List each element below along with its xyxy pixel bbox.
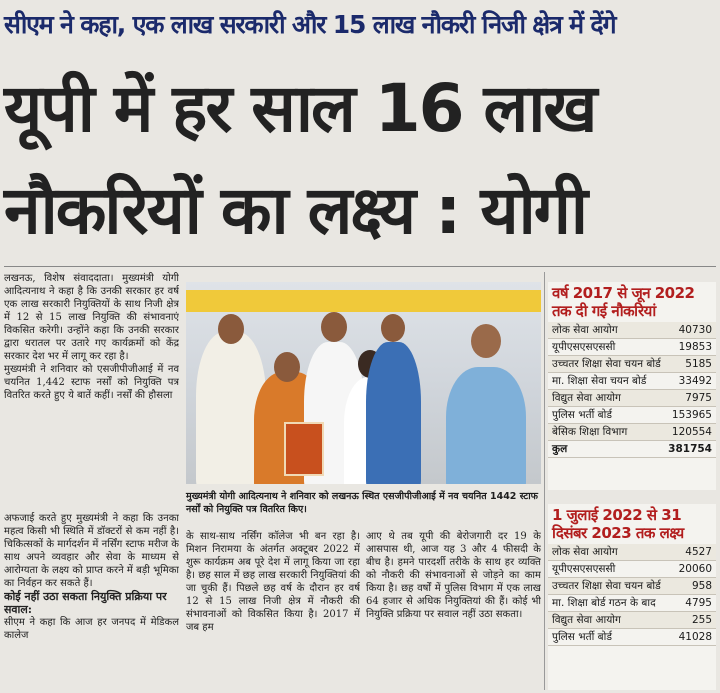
row-value: 4795 — [685, 597, 712, 609]
jobs-given-table — [548, 282, 716, 490]
headline-line-2: नौकरियों का लक्ष्य : योगी — [4, 172, 586, 249]
row-label: कुल — [552, 443, 568, 455]
photo-banner — [186, 290, 541, 312]
row-value: 153965 — [671, 409, 712, 421]
row-label: लोक सेवा आयोग — [552, 546, 618, 558]
person-figure — [446, 367, 526, 484]
row-value: 381754 — [668, 443, 712, 455]
headline-line-1: यूपी में हर साल 16 लाख — [4, 70, 596, 147]
row-label: पुलिस भर्ती बोर्ड — [552, 631, 612, 643]
column-rule — [544, 272, 545, 690]
divider — [4, 266, 716, 267]
table-row — [548, 407, 716, 424]
table-row — [548, 373, 716, 390]
jobs-target-table — [548, 504, 716, 690]
row-label: विद्युत सेवा आयोग — [552, 614, 621, 626]
row-label: उच्चतर शिक्षा सेवा चयन बोर्ड — [552, 358, 661, 370]
row-label: लोक सेवा आयोग — [552, 324, 618, 336]
lead-paragraph-1: लखनऊ, विशेष संवाददाता। मुख्यमंत्री योगी आदित्यनाथ ने कहा है कि उनकी सरकार हर वर्ष एक लाख सरकारी नियुक्तियों के साथ निजी क्षेत्र में 12 से 15 लाख नियुक्ति की संभावनाएं विकसित करेगी। उन्होंने कहा कि उनकी सरकार द्वारा धरातल पर उतारे गए कार्यक्रमों को केंद्र सरकार देश भर में लागू कर रहा है। — [4, 273, 179, 362]
row-value: 41028 — [678, 631, 712, 643]
table-title: 1 जुलाई 2022 से 31 दिसंबर 2023 तक लक्ष्य — [552, 506, 684, 542]
article-column-2 — [186, 530, 360, 690]
row-label: यूपीएसएसएससी — [552, 341, 616, 353]
photo-caption: मुख्यमंत्री योगी आदित्यनाथ ने शनिवार को लखनऊ स्थित एसजीपीजीआई में नव चयनित 1442 स्टाफ नर्सों को नियुक्ति पत्र वितरित किए। — [186, 491, 538, 515]
row-label: मा. शिक्षा सेवा चयन बोर्ड — [552, 375, 647, 387]
row-value: 4527 — [685, 546, 712, 558]
table-row — [548, 390, 716, 407]
row-label: मा. शिक्षा बोर्ड गठन के बाद — [552, 597, 656, 609]
table-row — [548, 339, 716, 356]
row-value: 40730 — [678, 324, 712, 336]
news-photo — [186, 282, 541, 484]
table-row — [548, 629, 716, 646]
person-head — [471, 324, 501, 358]
person-head — [274, 352, 300, 382]
table-row — [548, 561, 716, 578]
table-row — [548, 595, 716, 612]
row-value: 5185 — [685, 358, 712, 370]
table-row — [548, 578, 716, 595]
table-total-row — [548, 441, 716, 458]
person-head — [321, 312, 347, 342]
row-value: 255 — [691, 614, 712, 626]
row-value: 7975 — [685, 392, 712, 404]
lead-paragraph-2: मुख्यमंत्री ने शनिवार को एसजीपीजीआई में नव चयनित 1,442 स्टाफ नर्सों को नियुक्ति पत्र वितरित करते हुए ये बातें कहीं। नर्सों की हौसला — [4, 364, 179, 401]
table-row — [548, 322, 716, 339]
column-2-text: के साथ-साथ नर्सिंग कॉलेज भी बन रहा है। मिशन निरामया के अंतर्गत अक्टूबर 2022 में शुरू कार्यक्रम अब पूरे देश में लागू किया जा रहा है। छह साल में छह लाख सरकारी नियुक्तियां की जा चुकी हैं। पिछले छह वर्ष के दौरान हर वर्ष 12 से 15 लाख निजी क्षेत्र में नौकरी की संभावनाओं को विकसित किया है। 2017 में जब हम — [186, 531, 360, 633]
table-row — [548, 356, 716, 373]
certificate-frame — [284, 422, 324, 476]
subheading: कोई नहीं उठा सकता नियुक्ति प्रक्रिया पर सवाल: — [4, 590, 167, 616]
table-body — [548, 544, 716, 646]
table-body — [548, 322, 716, 458]
lead-column — [4, 272, 179, 494]
row-label: विद्युत सेवा आयोग — [552, 392, 621, 404]
row-label: उच्चतर शिक्षा सेवा चयन बोर्ड — [552, 580, 661, 592]
row-label: पुलिस भर्ती बोर्ड — [552, 409, 612, 421]
article-column-1 — [4, 512, 179, 690]
row-value: 958 — [691, 580, 712, 592]
row-value: 33492 — [678, 375, 712, 387]
person-figure — [366, 342, 421, 484]
row-label: बेसिक शिक्षा विभाग — [552, 426, 628, 438]
row-value: 19853 — [678, 341, 712, 353]
person-head — [218, 314, 244, 344]
table-title: वर्ष 2017 से जून 2022 तक दी गई नौकरियां — [552, 284, 695, 320]
row-value: 20060 — [678, 563, 712, 575]
row-label: यूपीएसएसएससी — [552, 563, 616, 575]
person-head — [381, 314, 405, 342]
kicker-headline: सीएम ने कहा, एक लाख सरकारी और 15 लाख नौकरी निजी क्षेत्र में देंगे — [4, 10, 616, 39]
article-column-3 — [366, 530, 541, 690]
column-3-text: आए थे तब यूपी की बेरोजगारी दर 19 के आसपास थी, आज यह 3 और 4 फीसदी के बीच है। हमने पारदर्शी तरीके के साथ हर व्यक्ति को नौकरी की संभावनाओं से जोड़ने का काम किया है। छह वर्षों में पुलिस विभाग में एक लाख 64 हजार से अधिक नियुक्तियां की हैं। कोई भी नियुक्ति प्रक्रिया पर सवाल नहीं उठा सकता। — [366, 531, 541, 620]
table-row — [548, 424, 716, 441]
table-row — [548, 612, 716, 629]
row-value: 120554 — [671, 426, 712, 438]
table-row — [548, 544, 716, 561]
column-1-text-continued: सीएम ने कहा कि आज हर जनपद में मेडिकल कालेज — [4, 617, 179, 641]
column-1-text: अफजाई करते हुए मुख्यमंत्री ने कहा कि उनका महत्व किसी भी स्थिति में डॉक्टरों से कम नहीं है। चिकित्सकों के मार्गदर्शन में नर्सिंग स्टाफ मरीज के साथ अपने व्यवहार और सेवा के माध्यम से आरोग्यता के लक्ष्य को प्राप्त करने में बड़ी भूमिका का निर्वहन कर सकते हैं। — [4, 513, 179, 589]
